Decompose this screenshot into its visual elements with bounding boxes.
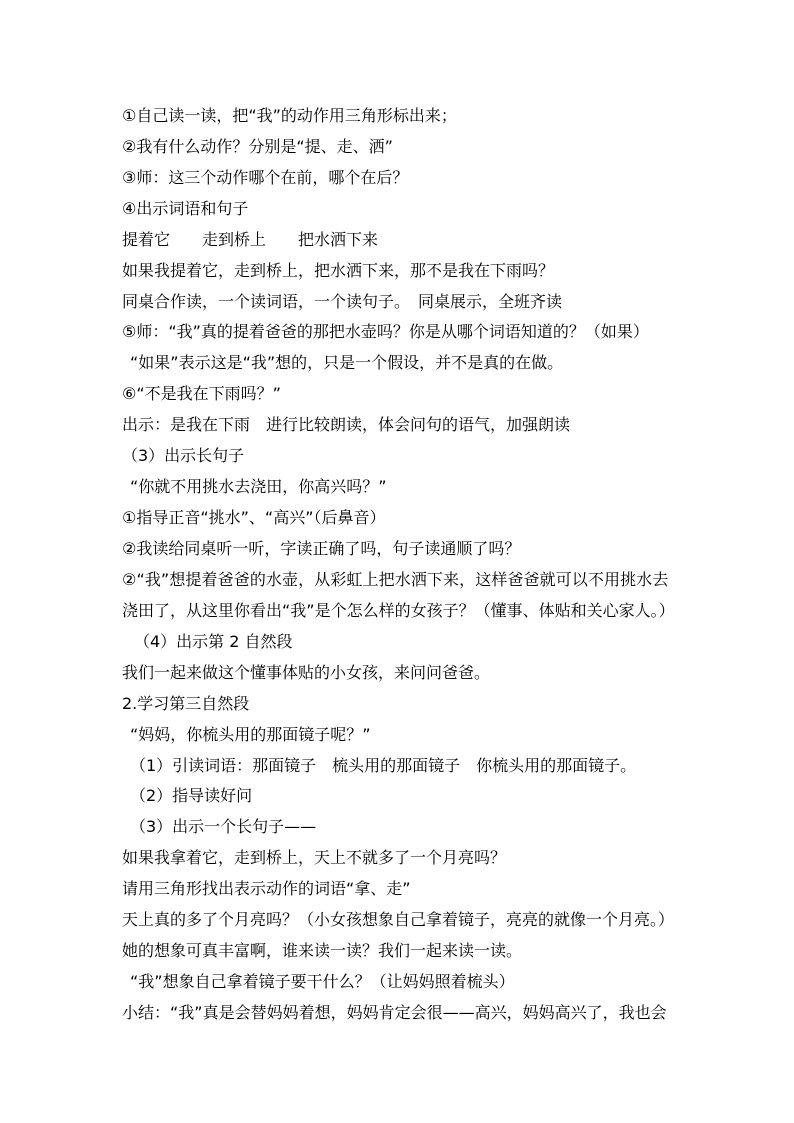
paragraph-line: ②我有什么动作？分别是“提、走、洒” — [122, 137, 393, 156]
paragraph-line: “如果”表示这是“我”想的，只是一个假设，并不是真的在做。 — [130, 353, 564, 372]
paragraph-line: ④出示词语和句子 — [122, 199, 249, 218]
paragraph-line: ①指导正音“挑水”、“高兴”（后鼻音） — [122, 508, 386, 527]
paragraph-line: 我们一起来做这个懂事体贴的小女孩，来问问爸爸。 — [122, 663, 491, 682]
paragraph-line: “你就不用挑水去浇田，你高兴吗？” — [130, 477, 387, 496]
section-heading: （4）出示第 2 自然段 — [134, 632, 293, 651]
section-heading: （3）出示长句子 — [122, 446, 245, 465]
paragraph-line: 如果我提着它，走到桥上，把水洒下来，那不是我在下雨吗？ — [122, 261, 555, 280]
paragraph-line: 她的想象可真丰富啊，谁来读一读？我们一起来读一读。 — [122, 941, 523, 960]
paragraph-line: （1）引读词语：那面镜子 梳头用的那面镜子 你梳头用的那面镜子。 — [130, 756, 637, 775]
paragraph-line: 小结：“我”真是会替妈妈着想，妈妈肯定会很——高兴，妈妈高兴了，我也会 — [122, 1003, 667, 1022]
paragraph-line: 同桌合作读，一个读词语，一个读句子。 同桌展示，全班齐读 — [122, 292, 563, 311]
section-heading: 2.学习第三自然段 — [122, 694, 250, 713]
paragraph-line: 如果我拿着它，走到桥上，天上不就多了一个月亮吗？ — [122, 848, 507, 867]
section-heading: （2）指导读好问 — [130, 786, 253, 805]
paragraph-line: ⑥“不是我在下雨吗？” — [122, 384, 281, 403]
paragraph-line: 天上真的多了个月亮吗？（小女孩想象自己拿着镜子，亮亮的就像一个月亮。） — [122, 910, 675, 929]
paragraph-line: 浇田了，从这里你看出“我”是个怎么样的女孩子？（懂事、体贴和关心家人。） — [122, 601, 675, 620]
paragraph-line: 提着它 走到桥上 把水洒下来 — [122, 230, 379, 249]
paragraph-line: ⑤师：“我”真的提着爸爸的那把水壶吗？你是从哪个词语知道的？（如果） — [122, 322, 649, 341]
paragraph-line: ②我读给同桌听一听，字读正确了吗，句子读通顺了吗？ — [122, 539, 521, 558]
paragraph-line: ③师：这三个动作哪个在前，哪个在后？ — [122, 168, 409, 187]
paragraph-line: 请用三角形找出表示动作的词语“拿、走” — [122, 879, 411, 898]
paragraph-line: 出示：是我在下雨 进行比较朗读，体会问句的语气，加强朗读 — [122, 415, 571, 434]
paragraph-line: “我”想象自己拿着镜子要干什么？（让妈妈照着梳头） — [130, 972, 515, 991]
paragraph-line: ②“我”想提着爸爸的水壶，从彩虹上把水洒下来，这样爸爸就可以不用挑水去 — [122, 570, 669, 589]
section-heading: （3）出示一个长句子—— — [130, 817, 317, 836]
paragraph-line: ①自己读一读，把“我”的动作用三角形标出来； — [122, 106, 457, 125]
paragraph-line: “妈妈，你梳头用的那面镜子呢？” — [130, 725, 371, 744]
